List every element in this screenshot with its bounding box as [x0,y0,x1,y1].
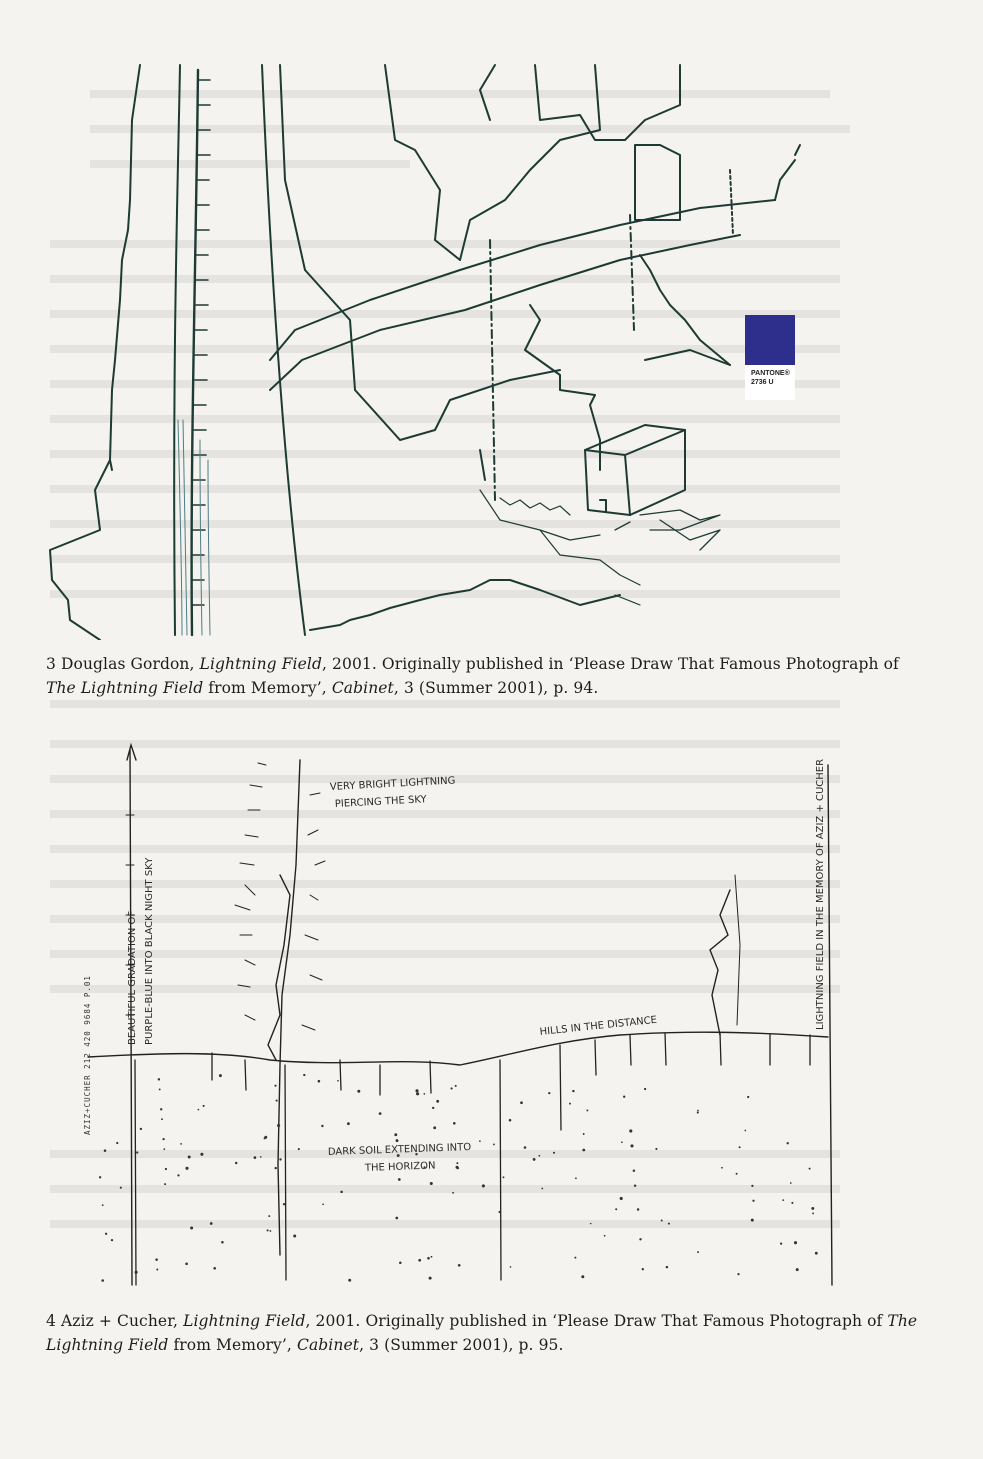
soil-dot [180,1143,182,1145]
soil-dot [322,1203,324,1205]
soil-dot [260,1156,262,1158]
soil-dot [482,1184,485,1187]
soil-dot [623,1096,625,1098]
caption-text: from Memory’, [168,1336,297,1354]
lightning-strike-right [710,890,730,1035]
soil-dot [219,1074,222,1077]
soil-dot [633,1170,635,1172]
soil-dot [572,1090,574,1092]
soil-dot [639,1238,641,1240]
soil-dot [457,1167,459,1169]
soil-dot [697,1251,699,1253]
soil-dot [586,1109,588,1111]
lightning-strike-left [268,875,290,1060]
soil-dot [101,1279,104,1282]
soil-dot [629,1129,632,1132]
soil-dots [99,1074,818,1282]
glow-ticks [235,763,325,1030]
caption-artwork-title: The Lightning Field [46,679,204,697]
field-poles [135,1033,810,1285]
soil-dot [155,1258,158,1261]
soil-dot [416,1092,419,1095]
soil-dot [347,1122,350,1125]
left-zigzag [50,65,140,640]
soil-dot [430,1182,433,1185]
blue-hatching [178,420,210,635]
central-pole [278,760,300,1255]
soil-dot [160,1108,162,1110]
soil-dot [269,1230,271,1232]
caption-artwork-title: The Lightning Field [46,1312,918,1354]
caption-journal: Cabinet [296,1336,360,1354]
soil-dot [156,1269,158,1271]
soil-dot [569,1103,571,1105]
soil-dot [661,1220,663,1222]
caption-text: , 2001. Originally published in ‘Please Draw That Famous Photograph of [321,655,899,673]
soil-dot [453,1122,456,1125]
soil-dot [177,1174,179,1176]
caption-artwork-title: Lightning Field [199,655,322,673]
soil-dot [340,1191,343,1194]
soil-dot [395,1217,398,1220]
soil-dot [277,1124,280,1127]
soil-dot [190,1227,193,1230]
soil-dot [321,1125,323,1127]
soil-dot [210,1222,213,1225]
caption-text: , 3 (Summer 2001), p. 95. [359,1336,564,1354]
soil-dot [634,1184,636,1186]
soil-dot [644,1088,646,1090]
soil-dot [200,1153,203,1156]
soil-dot [104,1149,107,1152]
soil-dot [479,1140,481,1142]
soil-dot [780,1242,782,1244]
soil-dot [538,1155,540,1157]
figure-4-drawing [40,735,840,1295]
soil-dot [498,1211,500,1213]
soil-dot [456,1162,458,1164]
soil-dot [520,1101,523,1104]
soil-dot [423,1093,425,1095]
soil-dot [548,1092,550,1094]
soil-dot [165,1168,167,1170]
soil-dot [162,1138,164,1140]
pantone-label [745,365,795,387]
rubble-scribbles [615,510,720,550]
soil-dot [736,1173,738,1175]
soil-dot [279,1158,281,1160]
soil-dot [120,1187,122,1189]
soil-dot [582,1149,585,1152]
soil-dot [590,1223,592,1225]
soil-dot [630,1144,633,1147]
soil-dot [268,1215,270,1217]
soil-dot [318,1080,321,1083]
soil-dot [620,1197,623,1200]
annotation-sky-line1: BEAUTIFUL GRADATION OF [127,910,138,1045]
soil-dot [533,1158,536,1161]
soil-dot [135,1271,138,1274]
branch-upper [270,200,775,360]
soil-dot [431,1256,433,1258]
soil-dot [164,1183,166,1185]
soil-dot [796,1268,799,1271]
soil-dot [429,1277,432,1280]
soil-dot [794,1241,797,1244]
soil-dot [298,1148,300,1150]
soil-dot [102,1204,104,1206]
soil-dot [163,1148,165,1150]
soil-dot [744,1130,746,1132]
soil-dot [575,1177,577,1179]
soil-dot [293,1235,296,1238]
figure-3-caption [46,652,926,700]
soil-dot [782,1199,784,1201]
caption-journal: Cabinet [331,679,394,697]
soil-dot [276,1100,278,1102]
soil-dot [185,1262,188,1265]
soil-dot [811,1207,814,1210]
caption-text: , 2001. Originally published in ‘Please Draw That Famous Photograph of [305,1312,888,1330]
soil-dot [581,1275,584,1278]
horizon-line [88,1032,828,1065]
soil-dot [642,1268,644,1270]
tree-left-edge [174,65,180,635]
soil-dot [140,1128,142,1130]
soil-dot [221,1241,224,1244]
caption-text: , 3 (Summer 2001), p. 94. [393,679,599,697]
soil-dot [136,1151,138,1153]
soil-dot [503,1176,505,1178]
pantone-swatch [745,315,795,400]
annotation-soil-line2: THE HORIZON [364,1160,436,1174]
soil-dot [357,1090,360,1093]
soil-dot [812,1212,814,1214]
soil-dot [787,1142,789,1144]
soil-dot [790,1182,792,1184]
annotation-lightning-line1: VERY BRIGHT LIGHTNING [329,775,456,793]
soil-dot [396,1139,399,1142]
fax-header: AZIZ+CUCHER 212 420 9684 P.01 [83,975,92,1135]
soil-dot [583,1133,585,1135]
caption-text: from Memory’, [203,679,332,697]
soil-dot [379,1112,382,1115]
soil-dot [458,1264,461,1267]
soil-dot [303,1074,305,1076]
soil-dot [185,1167,188,1170]
soil-dot [274,1167,276,1169]
soil-dot [161,1118,163,1120]
soil-dot [111,1239,113,1241]
soil-dot [436,1100,439,1103]
soil-dot [666,1266,668,1268]
soil-dot [348,1279,351,1282]
right-axis [828,765,832,1285]
soil-dot [159,1088,161,1090]
soil-dot [116,1142,118,1144]
soil-dot [452,1192,454,1194]
soil-dot [747,1096,749,1098]
annotation-soil-line1: DARK SOIL EXTENDING INTO [327,1142,472,1158]
soil-dot [791,1202,793,1204]
soil-dot [198,1109,200,1111]
soil-dot [493,1143,495,1145]
soil-dot [509,1119,512,1122]
annotation-right-vertical: LIGHTNING FIELD IN THE MEMORY OF AZIZ + CUCHER [815,758,826,1030]
soil-dot [637,1208,639,1210]
soil-dot [188,1156,191,1159]
soil-dot [283,1203,285,1205]
soil-dot [655,1148,657,1150]
annotation-hills: HILLS IN THE DISTANCE [539,1014,658,1038]
soil-dot [203,1105,205,1107]
soil-dot [254,1156,257,1159]
soil-dot [553,1152,555,1154]
soil-dot [105,1233,107,1235]
soil-dot [158,1078,160,1080]
annotation-sky-line2: PURPLE-BLUE INTO BLACK NIGHT SKY [144,857,155,1045]
soil-dot [455,1085,457,1087]
pole-1 [490,240,495,500]
soil-dot [524,1146,527,1149]
soil-dot [541,1188,543,1190]
zigzag-lower [525,305,600,470]
soil-dot [621,1141,623,1143]
soil-dot [751,1219,754,1222]
ground-line [310,580,620,630]
soil-dot [398,1178,401,1181]
pantone-code: 2736 U [751,379,774,386]
soil-dot [415,1089,418,1092]
soil-dot [809,1168,811,1170]
soil-dot [697,1111,699,1113]
soil-dot [604,1235,606,1237]
lightning-bolt-3 [535,65,680,140]
soil-dot [427,1257,430,1260]
soil-dot [815,1252,818,1255]
caption-text: 3 Douglas Gordon, [46,655,200,673]
pantone-brand: PANTONE® [751,370,790,377]
soil-dot [99,1176,101,1178]
soil-dot [752,1200,754,1202]
soil-dot [337,1080,339,1082]
soil-dot [668,1223,670,1225]
soil-dot [235,1162,237,1164]
caption-text: 4 Aziz + Cucher, [46,1312,184,1330]
annotation-lightning-line2: PIERCING THE SKY [334,794,427,810]
soil-dot [267,1229,269,1231]
soil-dot [510,1266,512,1268]
soil-dot [433,1126,436,1129]
soil-dot [394,1133,397,1136]
soil-dot [721,1167,723,1169]
soil-dot [697,1110,699,1112]
soil-dot [213,1267,216,1270]
grass-ticks [500,498,570,515]
soil-dot [432,1107,434,1109]
soil-dot [737,1273,739,1275]
soil-dot [739,1146,741,1148]
soil-dot [418,1259,421,1262]
soil-dot [615,1208,617,1210]
figure-4-caption [46,1309,926,1357]
lightning-bolt-2 [385,65,600,260]
pole-2 [630,215,634,330]
soil-dot [751,1185,753,1187]
soil-dot [399,1262,402,1265]
soil-dot [574,1257,576,1259]
pantone-chip [745,315,795,365]
caption-artwork-title: Lightning Field [183,1312,306,1330]
soil-dot [274,1085,276,1087]
soil-dot [264,1137,266,1139]
soil-dot [451,1087,453,1089]
